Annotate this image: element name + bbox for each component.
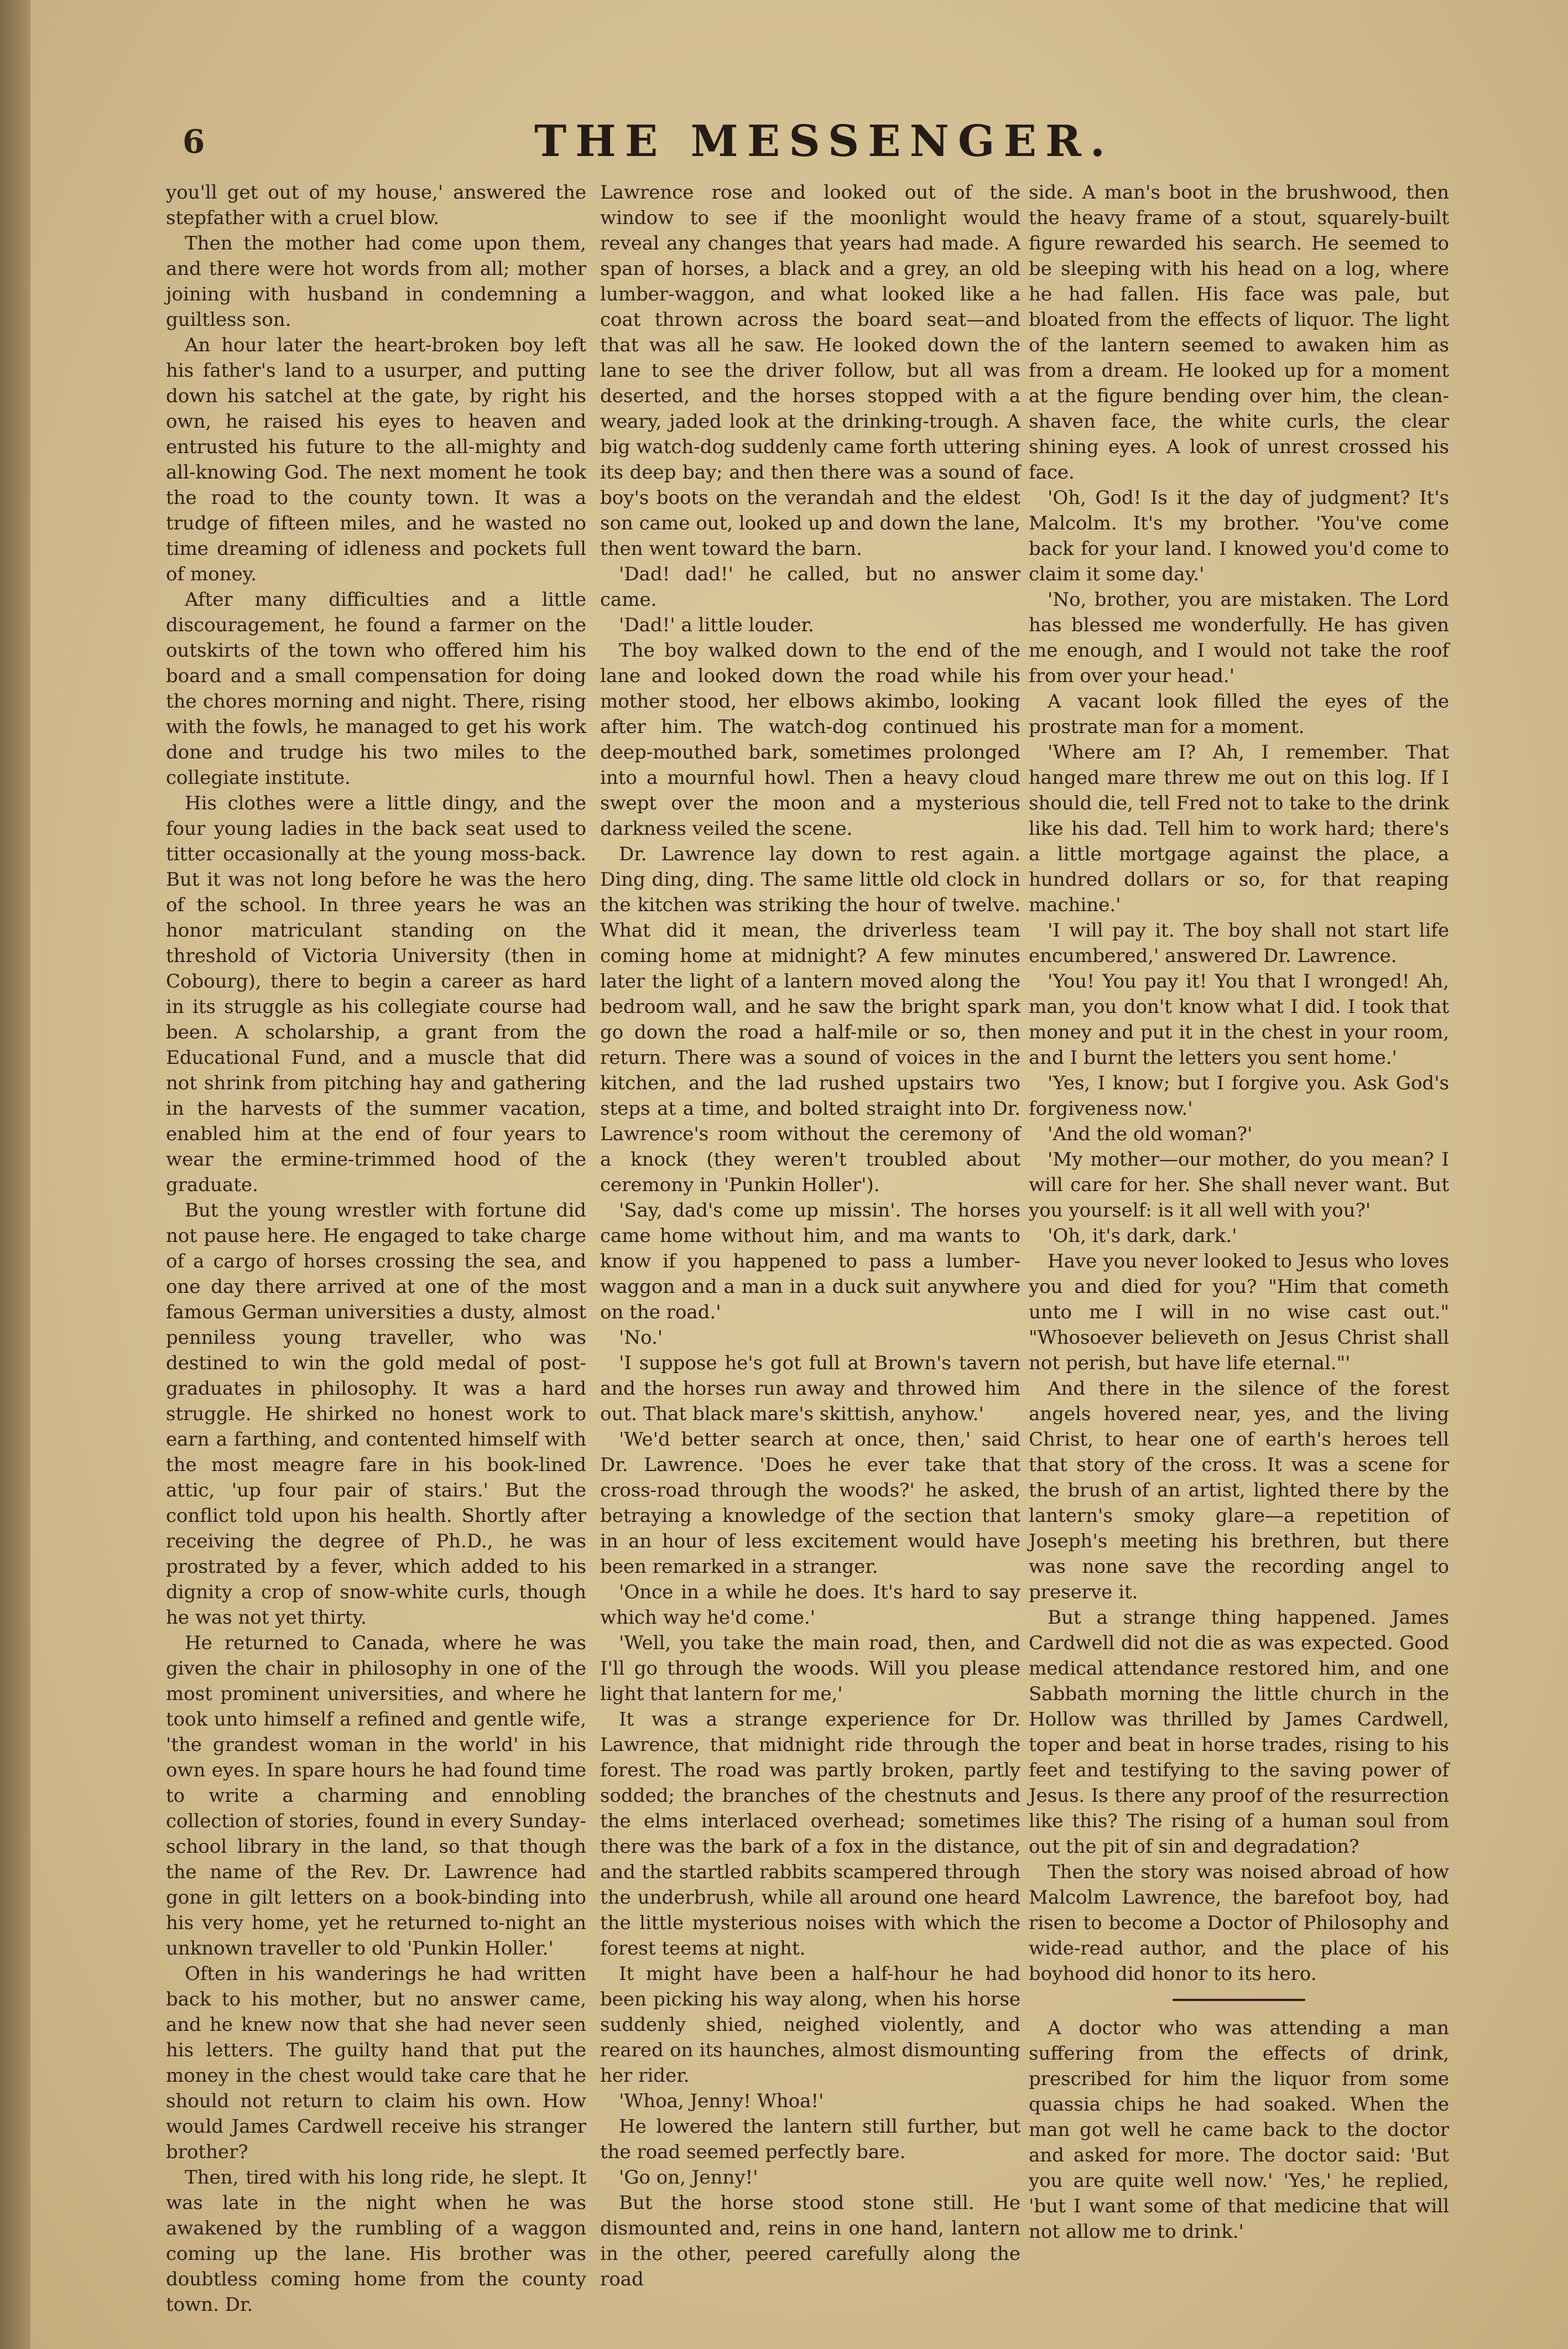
article-paragraph: His clothes were a little dingy, and the four young ladies in the back seat used to titter occasionally at the young moss-back. But it was not long before he was the hero of the school. In three years he was an honor matriculant standing on the threshold of Victoria University (then in Cobourg), there to begin a career as hard in its struggle as his collegiate course had been. A scholarship, a grant from the Educational Fund, and a muscle that did not shrink from pitching hay and gathering in the harvests of the summer vacation, enabled him at the end of four years to wear the ermine-trimmed hood of the graduate.	[166, 792, 586, 1196]
article-paragraph: Lawrence rose and looked out of the window to see if the moonlight would reveal any changes that years had made. A span of horses, a black and a grey, an old lumber-waggon, and what looked like a coat thrown across the board seat—and that was all he saw. He looked down the lane to see the driver follow, but all was deserted, and the horses stopped with a weary, jaded look at the drinking-trough. A big watch-dog suddenly came forth uttering its deep bay; and then there was a sound of boy's boots on the verandah and the eldest son came out, looked up and down the lane, then went toward the barn.	[600, 181, 1020, 560]
article-paragraph: But the young wrestler with fortune did not pause here. He engaged to take charge of a cargo of horses crossing the sea, and one day there arrived at one of the most famous German universities a dusty, almost penniless young traveller, who was destined to win the gold medal of post-graduates in philosophy. It was a hard struggle. He shirked no honest work to earn a farthing, and contented himself with the most meagre fare in his book-lined attic, 'up four pair of stairs.' But the conflict told upon his health. Shortly after receiving the degree of Ph.D., he was prostrated by a fever, which added to his dignity a crop of snow-white curls, though he was not yet thirty.	[166, 1199, 586, 1629]
section-divider	[1173, 1999, 1305, 2001]
article-paragraph: Then, tired with his long ride, he slept. It was late in the night when he was awakened by the rumbling of a waggon coming up the lane. His brother was doubtless coming home from the county town. Dr.	[166, 2166, 586, 2316]
article-paragraph: 'Oh, God! Is it the day of judgment? It's Malcolm. It's my brother. 'You've come back for your land. I knowed you'd come to claim it some day.'	[1029, 487, 1449, 585]
column-3	[1029, 180, 1449, 2243]
article-paragraph: 'Dad!' a little louder.	[619, 614, 814, 636]
article-paragraph: 'Say, dad's come up missin'. The horses came home without him, and ma wants to know if you happened to pass a lumber-waggon and a man in a duck suit anywhere on the road.'	[600, 1199, 1020, 1323]
article-paragraph: 'No.'	[619, 1327, 663, 1349]
article-paragraph: you'll get out of my house,' answered the stepfather with a cruel blow.	[166, 181, 586, 229]
article-paragraph: 'My mother—our mother, do you mean? I will care for her. She shall never want. But you yourself: is it all well with you?'	[1029, 1148, 1449, 1222]
article-paragraph: He lowered the lantern still further, but the road seemed perfectly bare.	[600, 2116, 1020, 2163]
article-paragraph: 'And the old woman?'	[1048, 1123, 1253, 1145]
article-paragraph: And there in the silence of the forest angels hovered near, yes, and the living Christ, to hear one of earth's heroes tell that story of the cross. It was a scene for the brush of an artist, lighted there by the lantern's smoky glare—a repetition of Joseph's meeting his brethren, but there was none save the recording angel to preserve it.	[1029, 1378, 1449, 1603]
column-2	[600, 180, 1020, 2290]
article-paragraph: 'Where am I? Ah, I remember. That hanged mare threw me out on this log. If I should die, tell Fred not to take to the drink like his dad. Tell him to work hard; there's a little mortgage against the place, a hundred dollars or so, for that reaping machine.'	[1029, 741, 1449, 916]
article-paragraph: 'Go on, Jenny!'	[619, 2166, 758, 2189]
article-paragraph: But the horse stood stone still. He dismounted and, reins in one hand, lantern in the other, peered carefully along the road	[600, 2192, 1020, 2290]
article-paragraph: 'I suppose he's got full at Brown's tavern and the horses run away and throwed him out. That black mare's skittish, anyhow.'	[600, 1352, 1020, 1425]
article-paragraph: Have you never looked to Jesus who loves you and died for you? "Him that cometh unto me I will in no wise cast out." "Whosoever believeth on Jesus Christ shall not perish, but have life eternal."'	[1029, 1250, 1449, 1374]
article-paragraph: The boy walked down to the end of the lane and looked down the road while his mother stood, her elbows akimbo, looking after him. The watch-dog continued his deep-mouthed bark, sometimes prolonged into a mournful howl. Then a heavy cloud swept over the moon and a mysterious darkness veiled the scene.	[600, 640, 1020, 840]
article-paragraph: Then the story was noised abroad of how Malcolm Lawrence, the barefoot boy, had risen to become a Doctor of Philosophy and wide-read author, and the place of his boyhood did honor to its hero.	[1029, 1861, 1449, 1985]
article-paragraph: 'Dad! dad!' he called, but no answer came.	[600, 563, 1020, 611]
article-paragraph: Then the mother had come upon them, and there were hot words from all; mother joining with husband in condemning a guiltless son.	[166, 232, 586, 331]
article-paragraph: side. A man's boot in the brushwood, then the heavy frame of a stout, squarely-built figure rewarded his search. He seemed to be sleeping with his head on a log, where he had fallen. His face was pale, but bloated from the effects of liquor. The light of the lantern seemed to awaken him as from a dream. He looked up for a moment at the figure bending over him, the clean-shaven face, the white curls, the clear shining eyes. A look of unrest crossed his face.	[1029, 181, 1449, 484]
article-paragraph: 'Well, you take the main road, then, and I'll go through the woods. Will you please light that lantern for me,'	[600, 1632, 1020, 1705]
article-paragraph: 'You! You pay it! You that I wronged! Ah, man, you don't know what I did. I took that money and put it in the chest in your room, and I burnt the letters you sent home.'	[1029, 970, 1449, 1069]
filler-paragraph: A doctor who was attending a man suffering from the effects of drink, prescribed for him the liquor from some quassia chips he had soaked. When the man got well he came back to the doctor and asked for more. The doctor said: 'But you are quite well now.' 'Yes,' he replied, 'but I want some of that medicine that will not allow me to drink.'	[1029, 2017, 1449, 2243]
article-paragraph: But a strange thing happened. James Cardwell did not die as was expected. Good medical attendance restored him, and one Sabbath morning the little church in the Hollow was thrilled by James Cardwell, toper and beat in horse trades, rising to his feet and testifying to the saving power of Jesus. Is there any proof of the resurrection like this? The rising of a human soul from out the pit of sin and degradation?	[1029, 1607, 1449, 1858]
article-paragraph: 'No, brother, you are mistaken. The Lord has blessed me wonderfully. He has given me enough, and I would not take the roof from over your head.'	[1029, 589, 1449, 687]
article-paragraph: He returned to Canada, where he was given the chair in philosophy in one of the most prominent universities, and where he took unto himself a refined and gentle wife, 'the grandest woman in the world' in his own eyes. In spare hours he had found time to write a charming and ennobling collection of stories, found in every Sunday-school library in the land, so that though the name of the Rev. Dr. Lawrence had gone in gilt letters on a book-binding into his very home, yet he returned to-night an unknown traveller to old 'Punkin Holler.'	[166, 1632, 586, 1960]
article-paragraph: 'I will pay it. The boy shall not start life encumbered,' answered Dr. Lawrence.	[1029, 919, 1449, 967]
article-paragraph: After many difficulties and a little discouragement, he found a farmer on the outskirts of the town who offered him his board and a small compensation for doing the chores morning and night. There, rising with the fowls, he managed to get his work done and trudge his two miles to the collegiate institute.	[166, 589, 586, 789]
article-paragraph: 'Yes, I know; but I forgive you. Ask God's forgiveness now.'	[1029, 1072, 1449, 1120]
article-paragraph: 'Once in a while he does. It's hard to say which way he'd come.'	[600, 1581, 1020, 1629]
column-1	[166, 180, 586, 2316]
article-paragraph: It was a strange experience for Dr. Lawrence, that midnight ride through the forest. The road was partly broken, partly sodded; the branches of the chestnuts and the elms interlaced overhead; sometimes there was the bark of a fox in the distance, and the startled rabbits scampered through the underbrush, while all around one heard the little mysterious noises with which the forest teems at night.	[600, 1708, 1020, 1960]
article-paragraph: Often in his wanderings he had written back to his mother, but no answer came, and he knew now that she had never seen his letters. The guilty hand that put the money in the chest would take care that he should not return to claim his own. How would James Cardwell receive his stranger brother?	[166, 1963, 586, 2163]
page-header	[183, 116, 1466, 177]
article-paragraph: 'Whoa, Jenny! Whoa!'	[619, 2090, 824, 2112]
article-paragraph: A vacant look filled the eyes of the prostrate man for a moment.	[1029, 690, 1449, 738]
article-paragraph: It might have been a half-hour he had been picking his way along, when his horse suddenly shied, neighed violently, and reared on its haunches, almost dismounting her rider.	[600, 1963, 1020, 2087]
article-paragraph: An hour later the heart-broken boy left his father's land to a usurper, and putting down his satchel at the gate, by right his own, he raised his eyes to heaven and entrusted his future to the all-mighty and all-knowing God. The next moment he took the road to the county town. It was a trudge of fifteen miles, and he wasted no time dreaming of idleness and pockets full of money.	[166, 334, 586, 585]
article-paragraph: 'Oh, it's dark, dark.'	[1048, 1225, 1237, 1247]
article-paragraph: Dr. Lawrence lay down to rest again. Ding ding, ding. The same little old clock in the kitchen was striking the hour of twelve. What did it mean, the driverless team coming home at midnight? A few minutes later the light of a lantern moved along the bedroom wall, and he saw the bright spark go down the road a half-mile or so, then return. There was a sound of voices in the kitchen, and the lad rushed upstairs two steps at a time, and bolted straight into Dr. Lawrence's room without the ceremony of a knock (they weren't troubled about ceremony in 'Punkin Holler').	[600, 843, 1020, 1196]
article-paragraph: 'We'd better search at once, then,' said Dr. Lawrence. 'Does he ever take that cross-road through the woods?' he asked, betraying a knowledge of the section that in an hour of less excitement would have been remarked in a stranger.	[600, 1428, 1020, 1578]
masthead-title: THE MESSENGER.	[534, 116, 1114, 167]
page-edge	[0, 0, 30, 2349]
page-number: 6	[183, 123, 205, 160]
